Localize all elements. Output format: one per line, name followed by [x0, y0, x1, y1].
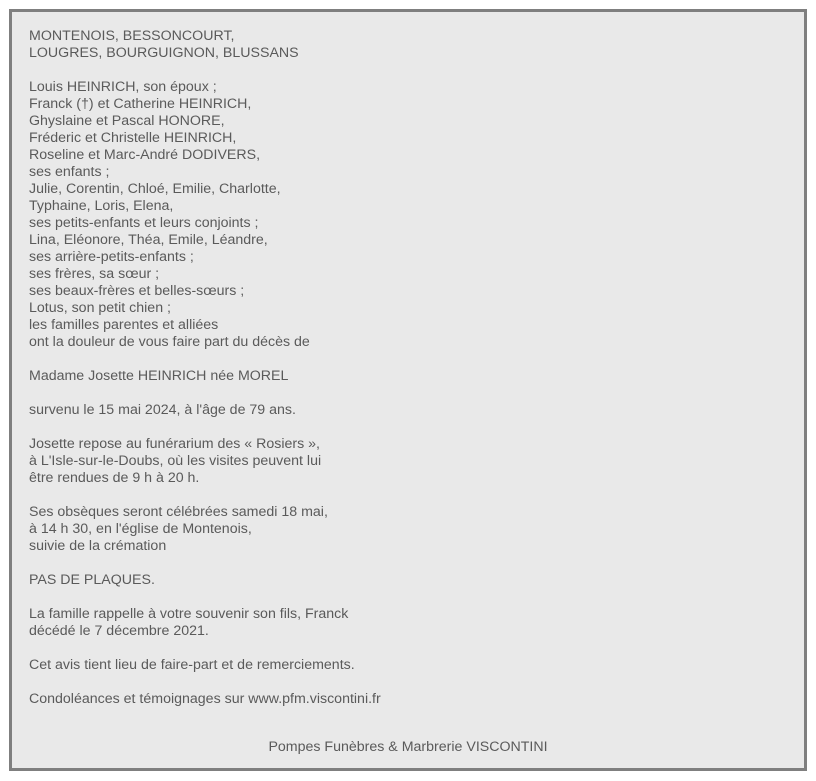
notice-line: PAS DE PLAQUES.: [29, 572, 155, 588]
notice-line: ses enfants ;: [29, 164, 110, 180]
notice-line: à L'Isle-sur-le-Doubs, où les visites peuvent lui: [29, 453, 322, 469]
notice-line: Franck (†) et Catherine HEINRICH,: [29, 96, 252, 112]
notice-line: Julie, Corentin, Chloé, Emilie, Charlotte,: [29, 181, 281, 197]
paragraph-gap: [29, 62, 789, 79]
notice-line: Lina, Eléonore, Théa, Emile, Léandre,: [29, 232, 268, 248]
notice-line: ont la douleur de vous faire part du décès de: [29, 334, 310, 350]
paragraph-gap: [29, 351, 789, 368]
paragraph-gap: [29, 589, 789, 606]
notice-line: être rendues de 9 h à 20 h.: [29, 470, 200, 486]
paragraph-gap: [29, 487, 789, 504]
notice-line: à 14 h 30, en l'église de Montenois,: [29, 521, 252, 537]
obituary-notice: [9, 9, 807, 771]
notice-line: La famille rappelle à votre souvenir son fils, Franck: [29, 606, 349, 622]
paragraph-gap: [29, 674, 789, 691]
notice-line: Ses obsèques seront célébrées samedi 18 mai,: [29, 504, 328, 520]
notice-line: LOUGRES, BOURGUIGNON, BLUSSANS: [29, 45, 299, 61]
notice-line: Louis HEINRICH, son époux ;: [29, 79, 217, 95]
notice-line: ses petits-enfants et leurs conjoints ;: [29, 215, 259, 231]
notice-line: survenu le 15 mai 2024, à l'âge de 79 ans.: [29, 402, 296, 418]
notice-line: suivie de la crémation: [29, 538, 167, 554]
notice-body: [29, 28, 789, 708]
notice-line: ses frères, sa sœur ;: [29, 266, 160, 282]
notice-line: MONTENOIS, BESSONCOURT,: [29, 28, 235, 44]
notice-line: décédé le 7 décembre 2021.: [29, 623, 209, 639]
paragraph-gap: [29, 555, 789, 572]
notice-line: Josette repose au funérarium des « Rosiers »,: [29, 436, 320, 452]
notice-line: les familles parentes et alliées: [29, 317, 219, 333]
funeral-home-signature: Pompes Funèbres & Marbrerie VISCONTINI: [268, 739, 548, 755]
paragraph-gap: [29, 385, 789, 402]
notice-line: ses beaux-frères et belles-sœurs ;: [29, 283, 245, 299]
notice-line: Typhaine, Loris, Elena,: [29, 198, 174, 214]
notice-line: Roseline et Marc-André DODIVERS,: [29, 147, 261, 163]
notice-line: Cet avis tient lieu de faire-part et de remerciements.: [29, 657, 355, 673]
notice-line: Lotus, son petit chien ;: [29, 300, 171, 316]
notice-line: ses arrière-petits-enfants ;: [29, 249, 194, 265]
paragraph-gap: [29, 419, 789, 436]
paragraph-gap: [29, 640, 789, 657]
notice-line: Ghyslaine et Pascal HONORE,: [29, 113, 225, 129]
notice-line: Condoléances et témoignages sur www.pfm.viscontini.fr: [29, 691, 381, 707]
notice-line: Madame Josette HEINRICH née MOREL: [29, 368, 289, 384]
notice-line: Fréderic et Christelle HEINRICH,: [29, 130, 237, 146]
